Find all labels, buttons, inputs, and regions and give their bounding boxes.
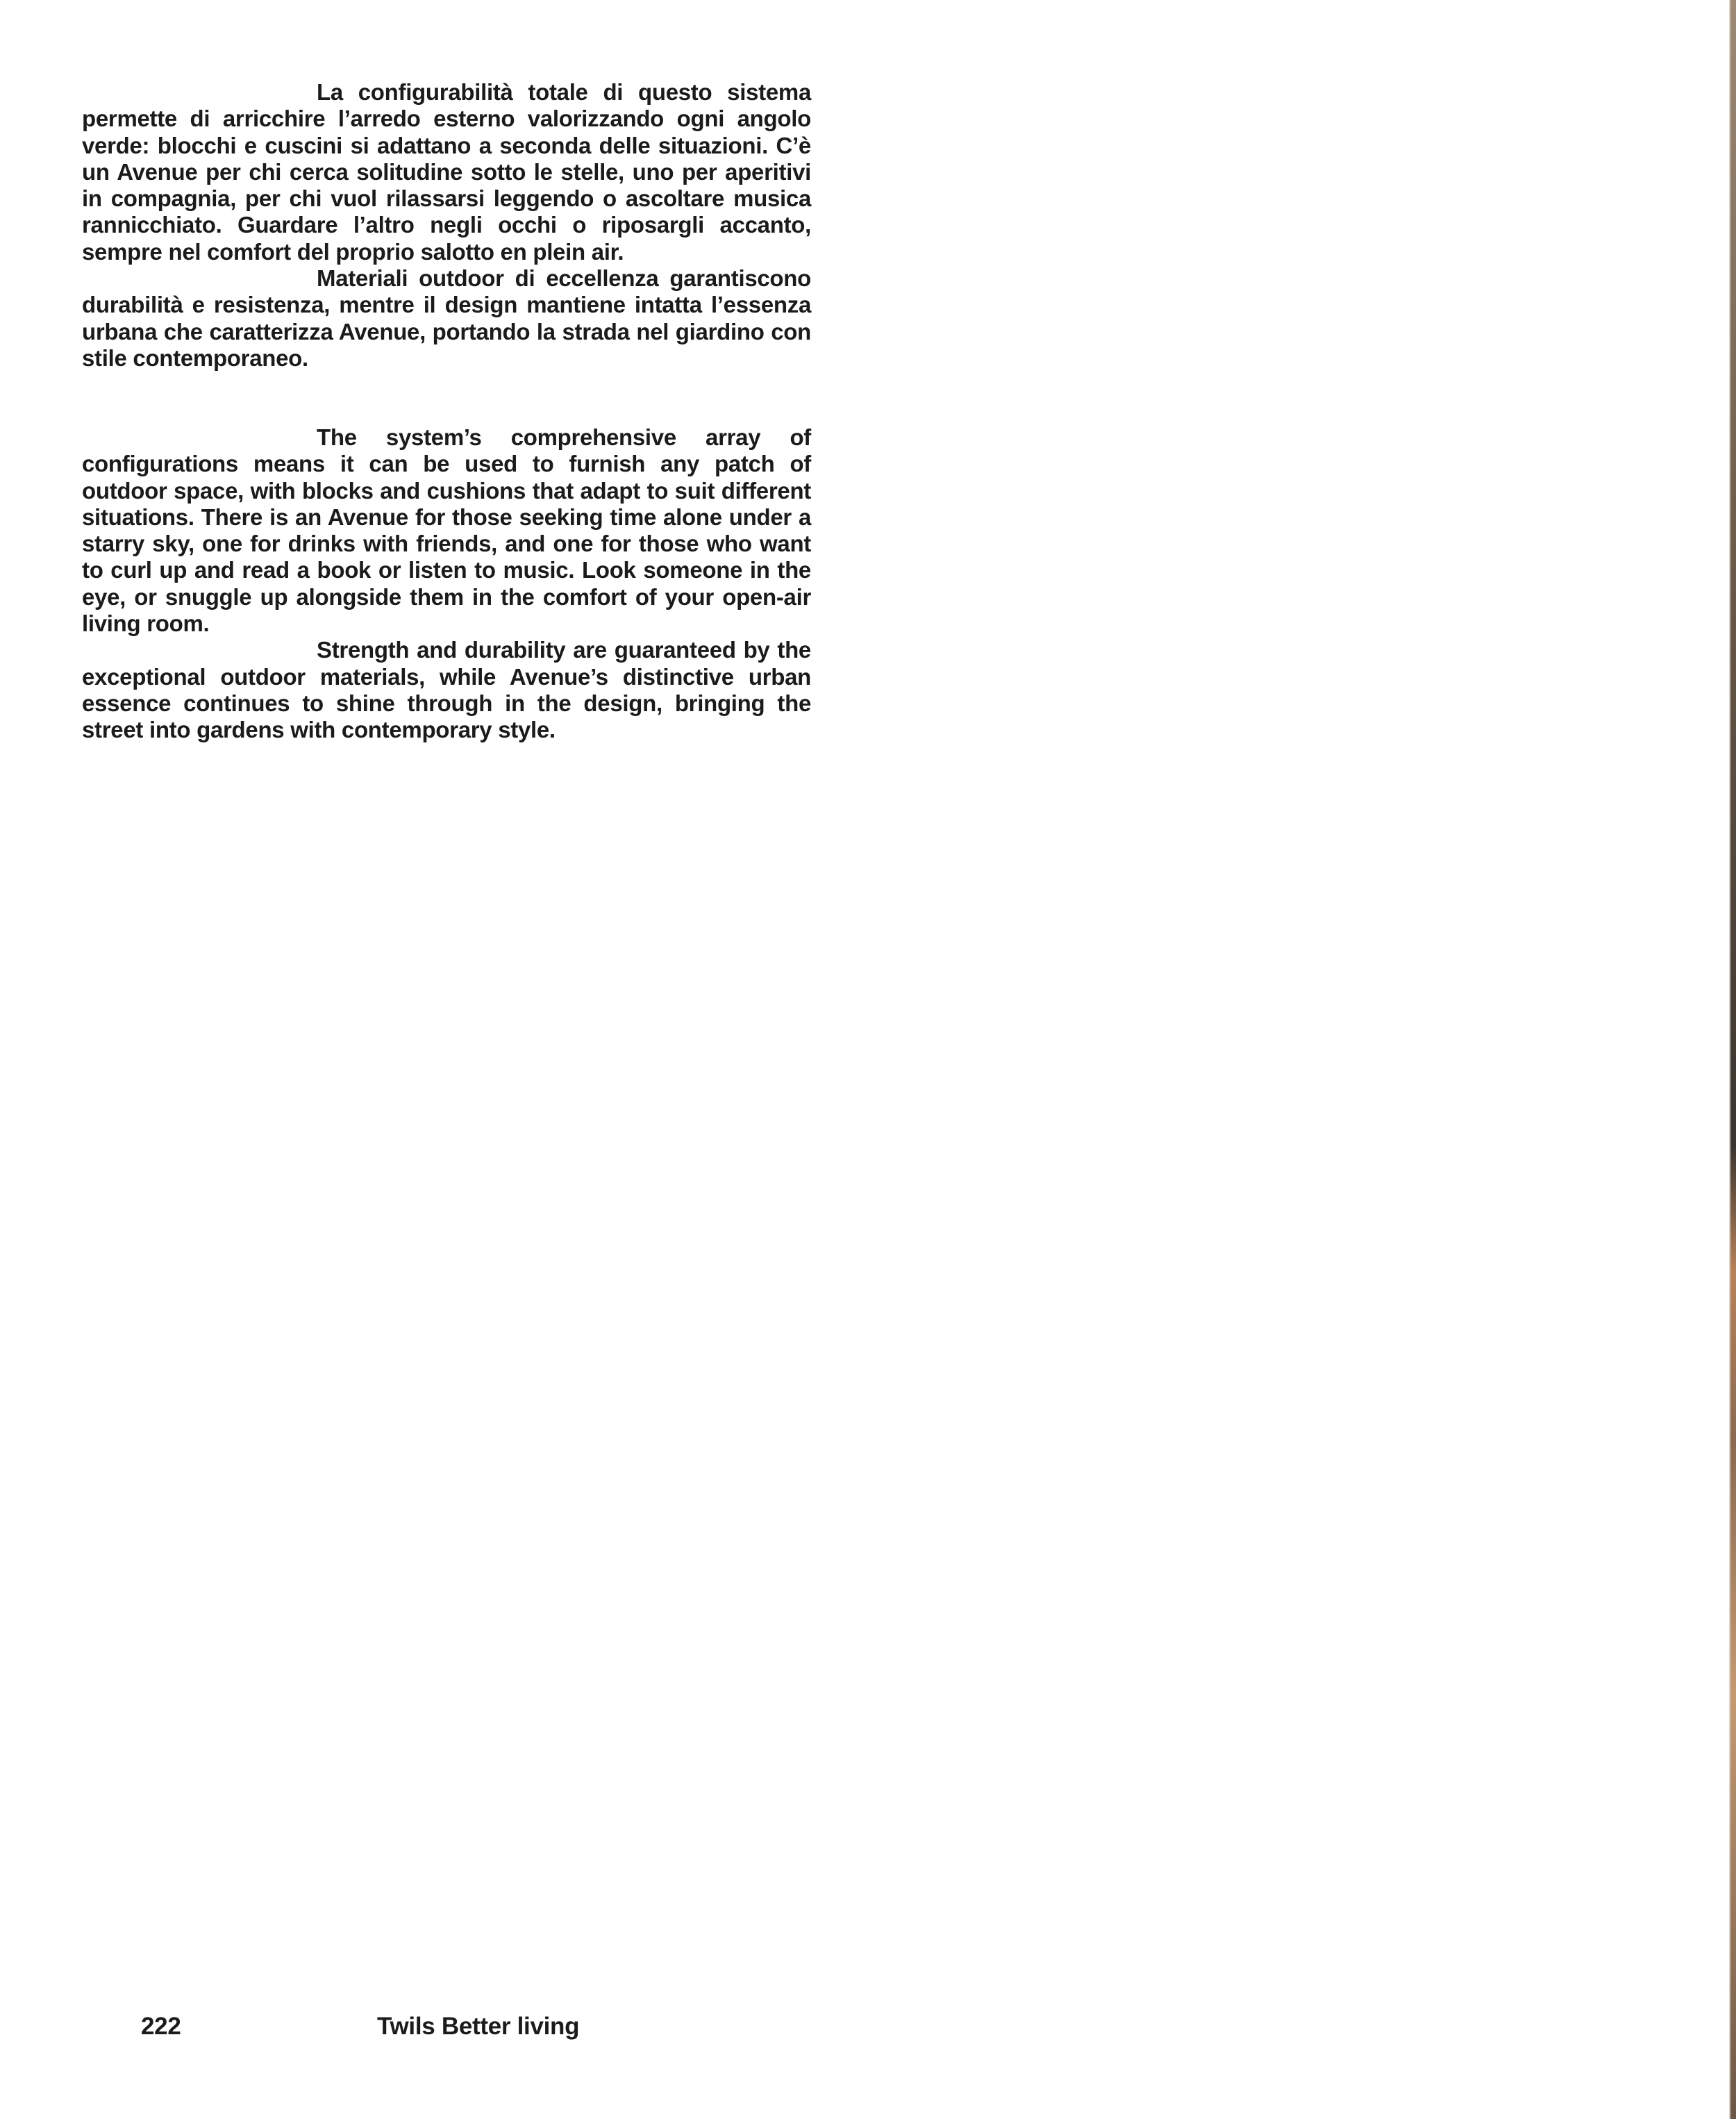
english-paragraph-2: Strength and durability are guaranteed by the exceptional outdoor materials, while Avenue’s distinctive urban essence continues to shine through in the design, bringing the street into gardens with contemporary style. — [82, 637, 811, 743]
italian-paragraph-2: Materiali outdoor di eccellenza garantiscono durabilità e resistenza, mentre il design mantiene intatta l’essenza urbana che caratterizza Avenue, portando la strada nel giardino con stile contemporaneo. — [82, 265, 811, 371]
adjacent-photo-edge — [1730, 0, 1736, 2119]
english-paragraph-1 — [82, 424, 811, 637]
page-number: 222 — [141, 2013, 181, 2040]
italian-paragraph-1 — [82, 79, 811, 265]
running-title: Twils Better living — [377, 2013, 580, 2040]
english-paragraph-1-text: The system’s comprehensive array of configurations means it can be used to furnish any patch of outdoor space, with blocks and cushions that adapt to suit different situations. There is an Avenue for those seeking time alone under a starry sky, one for drinks with friends, and one for those who want to curl up and read a book or listen to music. Look someone in the eye, or snuggle up alongside them in the comfort of your open-air living room. — [82, 424, 811, 637]
english-text-block — [82, 424, 811, 744]
italian-paragraph-1-text: La configurabilità totale di questo sistema permette di arricchire l’arredo esterno valorizzando ogni angolo verde: blocchi e cuscini si adattano a seconda delle situazioni. C’è un Avenue per chi cerca solitudine sotto le stelle, uno per aperitivi in compagnia, per chi vuol rilassarsi leggendo o ascoltare musica rannicchiato. Guardare l’altro negli occhi o riposargli accanto, sempre nel comfort del proprio salotto en plein air. — [82, 79, 811, 265]
italian-text-block — [82, 79, 811, 372]
